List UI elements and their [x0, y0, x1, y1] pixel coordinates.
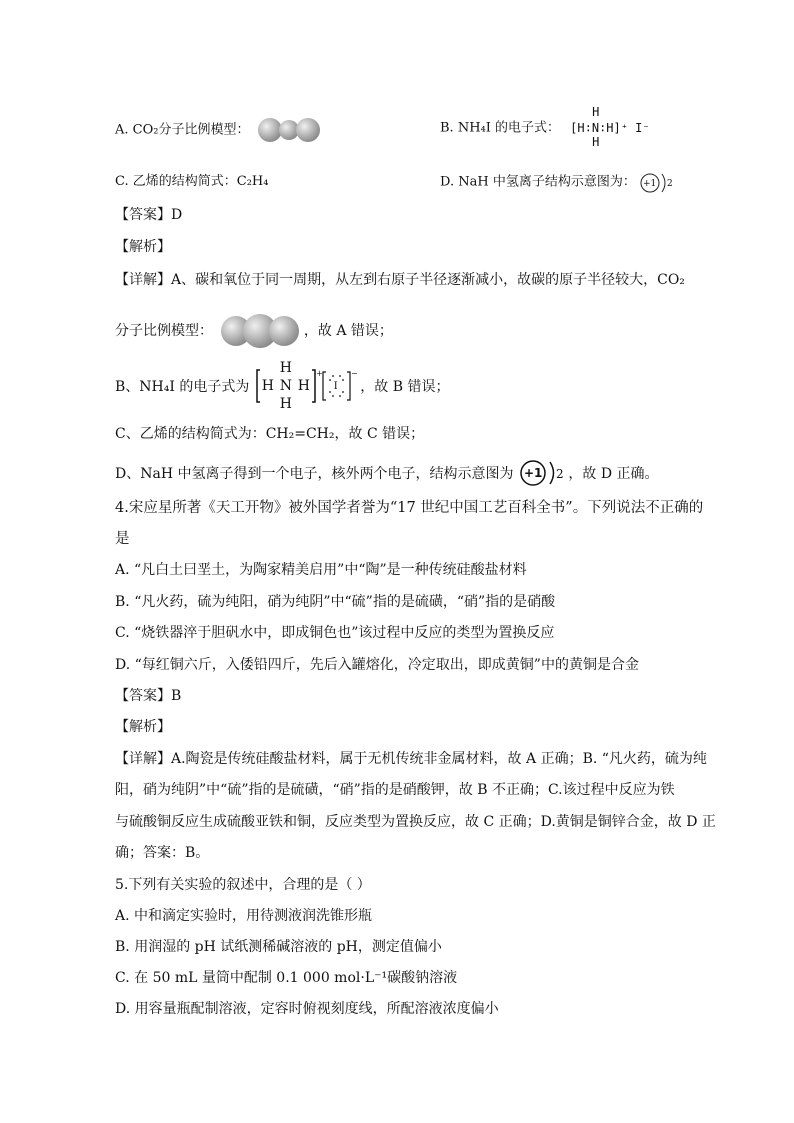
nh4i-electron-formula-large [256, 360, 358, 412]
detail-text: ，故 A 错误； [303, 323, 393, 339]
svg-text:−: − [350, 369, 358, 378]
hydride-ion-diagram-small [640, 172, 674, 192]
q5-option-a: A. 中和滴定实验时，用待测液润洗锥形瓶 [115, 908, 373, 924]
h-bottom: H [279, 396, 293, 412]
q5-option-b: B. 用润湿的 pH 试纸测稀碱溶液的 pH，测定值偏小 [115, 939, 442, 955]
q4-detail-line-4: 确；答案：B。 [115, 845, 210, 861]
nucleus-charge: +1 [523, 466, 543, 480]
q3-option-b [440, 105, 650, 149]
q4-detail-line-3: 与硫酸铜反应生成硫酸亚铁和铜，反应类型为置换反应，故 C 正确；D.黄铜是铜锌合金，故 D 正 [115, 814, 716, 830]
shell-electrons: 2 [666, 179, 673, 189]
q3-detail-line-2 [115, 314, 393, 348]
q4-stem-line-2: 是 [115, 531, 130, 547]
q4-analysis-heading: 【解析】 [115, 719, 171, 735]
q4-option-c: C. “烧铁器淬于胆矾水中，即成铜色也”该过程中反应的类型为置换反应 [115, 625, 555, 641]
q3-option-a [115, 118, 320, 142]
detail-text: D、NaH 中氢离子得到一个电子，核外两个电子，结构示意图为 [115, 466, 514, 482]
q4-option-d: D. “每红铜六斤，入倭铅四斤，先后入罐熔化，冷定取出，即成黄铜”中的黄铜是合金 [115, 657, 639, 673]
q3-option-a-text: A. CO₂分子比例模型： [115, 122, 250, 138]
q4-option-b: B. “凡火药，硫为纯阳，硝为纯阴”中“硫”指的是硫磺，“硝”指的是硝酸 [115, 594, 556, 610]
q3-detail-line-4: C、乙烯的结构简式为：CH₂=CH₂，故 C 错误； [115, 426, 425, 442]
detail-text: ，故 B 错误； [360, 379, 450, 395]
iodide-symbol: I [333, 381, 338, 392]
nucleus-charge: +1 [642, 179, 657, 189]
q3-option-d [440, 172, 674, 193]
h-top: H [592, 105, 600, 119]
n-center: N [279, 378, 293, 394]
svg-text:+: + [315, 369, 323, 378]
q3-detail-line-3 [115, 360, 450, 412]
h-right: H [297, 378, 311, 394]
q4-detail-line-2: 阳，硝为纯阴”中“硫”指的是硫磺，“硝”指的是硝酸钾，故 B 不正确；C.该过程中反应为铁 [115, 782, 675, 798]
h-top: H [279, 360, 293, 376]
q4-answer: 【答案】B [115, 688, 182, 704]
q3-option-c: C. 乙烯的结构简式：C₂H₄ [115, 174, 269, 189]
detail-text: 分子比例模型： [115, 323, 213, 339]
q5-option-d: D. 用容量瓶配制溶液，定容时俯视刻度线，所配溶液浓度偏小 [115, 1001, 499, 1017]
q3-option-b-text: B. NH₄I 的电子式： [440, 120, 561, 136]
h-left: H [261, 378, 275, 394]
q3-answer: 【答案】D [115, 207, 183, 223]
q5-stem: 5.下列有关实验的叙述中，合理的是（ ） [115, 877, 371, 893]
q3-option-d-text: D. NaH 中氢离子结构示意图为： [440, 174, 636, 190]
q5-option-c: C. 在 50 mL 量筒中配制 0.1 000 mol·L⁻¹碳酸钠溶液 [115, 970, 458, 986]
q3-detail-line-1: 【详解】A、碳和氧位于同一周期，从左到右原子半径逐渐减小，故碳的原子半径较大，CO₂ [115, 272, 685, 288]
nh4i-electron-formula-small [570, 105, 650, 149]
nh4i-formula: [H∶N∶H]⁺ I⁻ [570, 121, 650, 135]
shell-electrons: 2 [555, 467, 564, 481]
q3-detail-line-5 [115, 462, 659, 486]
co2-space-filling-model-small [258, 118, 320, 142]
detail-text: ，故 D 正确。 [568, 466, 659, 482]
h-bottom: H [592, 135, 600, 149]
q4-option-a: A. “凡白土曰垩土，为陶家精美启用”中“陶”是一种传统硅酸盐材料 [115, 562, 527, 578]
co2-space-filling-model-large [221, 314, 299, 348]
q4-detail-line-1: 【详解】A.陶瓷是传统硅酸盐材料，属于无机传统非金属材料，故 A 正确；B. “凡火药，硫为纯 [115, 751, 707, 767]
q3-analysis-heading: 【解析】 [115, 239, 171, 255]
hydride-ion-diagram-large [520, 462, 564, 486]
detail-text: B、NH₄I 的电子式为 [115, 379, 250, 395]
q4-stem-line-1: 4.宋应星所著《天工开物》被外国学者誉为“17 世纪中国工艺百科全书”。下列说法不正确的 [115, 500, 704, 516]
